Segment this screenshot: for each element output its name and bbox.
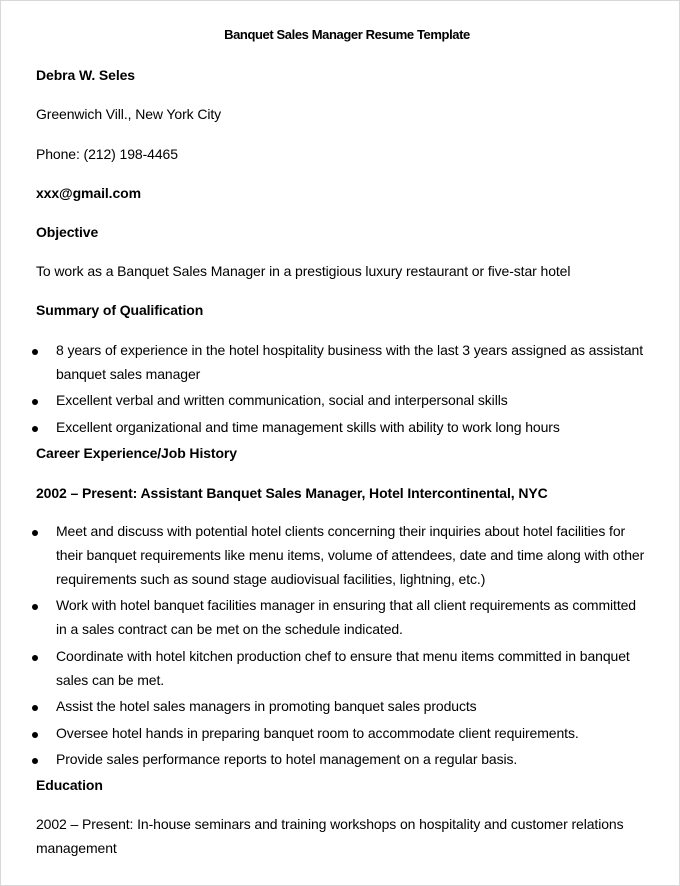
education-heading: Education — [36, 777, 103, 793]
list-item: requirements such as sound stage audiovisual facilities, lightning, etc.) — [56, 571, 486, 587]
list-item: Assist the hotel sales managers in promoting banquet sales products — [56, 698, 477, 714]
list-item: in a sales contract can be met on the schedule indicated. — [56, 621, 403, 637]
bullet-icon — [32, 758, 38, 764]
list-item: Excellent organizational and time management skills with ability to work long hours — [56, 419, 560, 435]
address: Greenwich Vill., New York City — [36, 106, 222, 122]
list-item: Coordinate with hotel kitchen production chef to ensure that menu items committed in banquet — [56, 648, 630, 664]
objective-text: To work as a Banquet Sales Manager in a prestigious luxury restaurant or five-star hotel — [36, 263, 571, 279]
bullet-icon — [32, 530, 38, 536]
list-item: Excellent verbal and written communication, social and interpersonal skills — [56, 392, 508, 408]
list-item: 8 years of experience in the hotel hospitality business with the last 3 years assigned as assistant — [56, 342, 643, 358]
list-item: their banquet requirements like menu items, volume of attendees, date and time along with other — [56, 547, 645, 563]
qualification-heading: Summary of Qualification — [36, 302, 204, 318]
list-item: Meet and discuss with potential hotel clients concerning their inquiries about hotel facilities for — [56, 523, 626, 539]
education-text: management — [36, 840, 117, 856]
bullet-icon — [32, 705, 38, 711]
bullet-icon — [32, 604, 38, 610]
objective-heading: Objective — [36, 224, 99, 240]
list-item: Oversee hotel hands in preparing banquet room to accommodate client requirements. — [56, 725, 579, 741]
bullet-icon — [32, 426, 38, 432]
list-item: Provide sales performance reports to hotel management on a regular basis. — [56, 751, 518, 767]
education-text: 2002 – Present: In-house seminars and training workshops on hospitality and customer relations — [36, 816, 624, 832]
bullet-icon — [32, 349, 38, 355]
list-item: Work with hotel banquet facilities manager in ensuring that all client requirements as committed — [56, 597, 636, 613]
document-title: Banquet Sales Manager Resume Template — [224, 27, 470, 42]
bullet-icon — [32, 399, 38, 405]
candidate-name: Debra W. Seles — [36, 67, 135, 83]
list-item: banquet sales manager — [56, 366, 201, 382]
bullet-icon — [32, 732, 38, 738]
email: xxx@gmail.com — [36, 185, 141, 201]
bullet-icon — [32, 655, 38, 661]
career-heading: Career Experience/Job History — [36, 445, 237, 461]
phone: Phone: (212) 198-4465 — [36, 146, 178, 162]
career-position: 2002 – Present: Assistant Banquet Sales Manager, Hotel Intercontinental, NYC — [36, 485, 548, 501]
list-item: sales can be met. — [56, 672, 165, 688]
